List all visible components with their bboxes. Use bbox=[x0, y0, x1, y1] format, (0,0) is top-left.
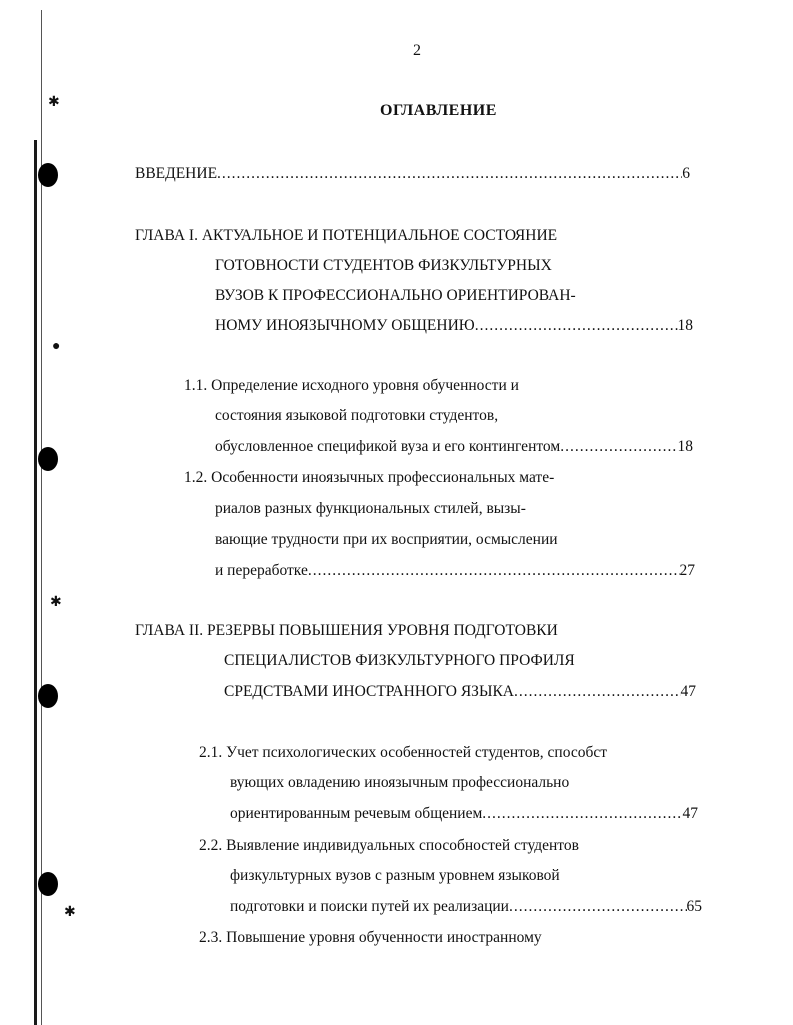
punch-hole bbox=[38, 447, 58, 471]
section-number: 2.2. bbox=[199, 837, 223, 854]
chapter-2-title-line[interactable]: СПЕЦИАЛИСТОВ ФИЗКУЛЬТУРНОГО ПРОФИЛЯ bbox=[224, 652, 575, 669]
punch-hole bbox=[38, 684, 58, 708]
entry-label: ориентированным речевым общением bbox=[230, 805, 483, 822]
section-number: 1.1. bbox=[184, 377, 208, 394]
entry-page: 6 bbox=[682, 165, 690, 182]
chapter-2-title-line[interactable]: ГЛАВА II. РЕЗЕРВЫ ПОВЫШЕНИЯ УРОВНЯ ПОДГОТОВКИ bbox=[135, 622, 558, 639]
section-1-2-line[interactable] bbox=[184, 468, 554, 488]
section-title-text: Выявление индивидуальных способностей студентов bbox=[226, 837, 579, 854]
section-title-text: Определение исходного уровня обученности и bbox=[211, 377, 519, 394]
chapter-1-title-line[interactable]: ВУЗОВ К ПРОФЕССИОНАЛЬНО ОРИЕНТИРОВАН- bbox=[215, 287, 576, 304]
entry-label: и переработке bbox=[215, 562, 308, 579]
entry-page: 47 bbox=[682, 805, 698, 822]
entry-label: обусловленное спецификой вуза и его контингентом bbox=[215, 438, 561, 455]
entry-label: подготовки и поиски путей их реализации bbox=[230, 898, 509, 915]
chapter-1-title-line[interactable]: ГОТОВНОСТИ СТУДЕНТОВ ФИЗКУЛЬТУРНЫХ bbox=[215, 257, 552, 274]
section-1-1-line[interactable]: состояния языковой подготовки студентов, bbox=[215, 407, 499, 424]
toc-title: ОГЛАВЛЕНИЕ bbox=[380, 102, 497, 119]
binding-edge-shadow bbox=[34, 140, 37, 1025]
leader-dots bbox=[560, 437, 677, 457]
leader-dots bbox=[482, 804, 682, 824]
entry-label: СРЕДСТВАМИ ИНОСТРАННОГО ЯЗЫКА bbox=[224, 683, 514, 700]
entry-label: ВВЕДЕНИЕ bbox=[135, 165, 218, 182]
leader-dots bbox=[514, 682, 681, 702]
scan-speck: ✱ bbox=[64, 905, 76, 920]
entry-page: 47 bbox=[680, 683, 696, 700]
section-number: 1.2. bbox=[184, 469, 208, 486]
section-2-2-line[interactable]: физкультурных вузов с разным уровнем языковой bbox=[230, 867, 560, 884]
section-1-1-line[interactable] bbox=[184, 376, 519, 396]
toc-entry-section-2-2[interactable] bbox=[230, 897, 702, 917]
punch-hole bbox=[38, 872, 58, 896]
toc-entry-chapter-1[interactable] bbox=[215, 316, 693, 336]
toc-entry-section-2-1[interactable] bbox=[230, 804, 698, 824]
leader-dots bbox=[308, 561, 680, 581]
section-number: 2.3. bbox=[199, 929, 223, 946]
section-title-text: Учет психологических особенностей студентов, способст bbox=[226, 744, 608, 761]
section-title-text: Повышение уровня обученности иностранному bbox=[226, 929, 542, 946]
scan-speck: ✱ bbox=[48, 95, 60, 110]
chapter-1-title-line[interactable]: ГЛАВА I. АКТУАЛЬНОЕ И ПОТЕНЦИАЛЬНОЕ СОСТОЯНИЕ bbox=[135, 227, 558, 244]
section-2-2-line[interactable] bbox=[199, 836, 579, 856]
section-1-2-line[interactable]: риалов разных функциональных стилей, вызы- bbox=[215, 500, 526, 517]
page-number: 2 bbox=[413, 42, 421, 59]
toc-entry-section-1-2[interactable] bbox=[215, 561, 695, 581]
section-2-1-line[interactable] bbox=[199, 743, 607, 763]
toc-entry-section-1-1[interactable] bbox=[215, 437, 693, 457]
entry-label: НОМУ ИНОЯЗЫЧНОМУ ОБЩЕНИЮ bbox=[215, 317, 475, 334]
punch-hole bbox=[38, 163, 58, 187]
section-2-1-line[interactable]: вующих овладению иноязычным профессионально bbox=[230, 774, 570, 791]
leader-dots bbox=[217, 164, 682, 184]
leader-dots bbox=[509, 897, 687, 917]
scan-speck: ✱ bbox=[50, 595, 62, 610]
entry-page: 18 bbox=[677, 438, 693, 455]
section-number: 2.1. bbox=[199, 744, 223, 761]
leader-dots bbox=[475, 316, 678, 336]
entry-page: 27 bbox=[679, 562, 695, 579]
section-2-3-line[interactable] bbox=[199, 928, 542, 948]
scan-speck: ● bbox=[52, 339, 61, 354]
section-1-2-line[interactable]: вающие трудности при их восприятии, осмыслении bbox=[215, 531, 558, 548]
entry-page: 18 bbox=[677, 317, 693, 334]
section-title-text: Особенности иноязычных профессиональных мате- bbox=[211, 469, 555, 486]
toc-entry-chapter-2[interactable] bbox=[224, 682, 696, 702]
toc-entry-introduction[interactable] bbox=[135, 164, 690, 184]
entry-page: 65 bbox=[686, 898, 702, 915]
